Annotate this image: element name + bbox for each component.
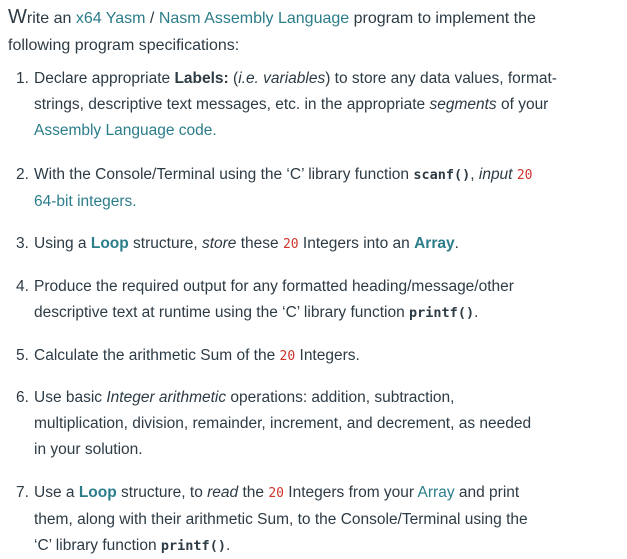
item-text: ( — [228, 70, 239, 87]
intro-slash: / — [145, 10, 159, 27]
spec-item-5 — [16, 343, 608, 370]
item-text: Integers. — [295, 347, 360, 364]
code-number: 20 — [516, 168, 533, 183]
item-text: multiplication, division, remainder, increment, and decrement, as needed — [34, 415, 532, 432]
item-italic: input — [478, 166, 513, 183]
item-text: structure, — [128, 235, 202, 252]
item-text: of your — [496, 96, 549, 113]
item-text: ‘C’ library function — [34, 537, 161, 554]
code-number: 20 — [279, 349, 296, 364]
intro-lang-yasm: x64 Yasm — [75, 10, 146, 27]
intro-text-line2: following program specifications: — [8, 37, 240, 54]
item-text: them, along with their arithmetic Sum, to the Console/Terminal using the — [34, 511, 528, 528]
item-bold: Loop — [90, 235, 129, 252]
item-text: , — [470, 166, 479, 183]
item-text: With the Console/Terminal using the ‘C’ library function — [34, 166, 414, 183]
item-text: Use basic — [34, 389, 107, 406]
item-text: the — [238, 484, 269, 501]
item-text: these — [236, 235, 283, 252]
spec-item-6 — [16, 385, 608, 463]
code-number: 20 — [268, 486, 284, 501]
item-text: Using a — [34, 235, 91, 252]
intro-initial: W — [8, 6, 27, 28]
item-italic: store — [201, 235, 237, 252]
item-number: 3. — [16, 235, 29, 252]
item-italic: segments — [429, 96, 497, 113]
item-text: descriptive text at runtime using the ‘C’ library function — [34, 304, 410, 321]
spec-item-4 — [16, 274, 608, 326]
code-printf: printf() — [160, 538, 226, 554]
code-number: 20 — [282, 237, 299, 252]
item-number: 6. — [16, 389, 29, 406]
item-text: Calculate the arithmetic Sum of the — [34, 347, 280, 364]
item-number: 2. — [16, 166, 29, 183]
item-number: 7. — [16, 484, 29, 501]
item-text: Integers from your — [284, 484, 418, 501]
item-text: Use a — [34, 484, 79, 501]
item-text: . — [474, 304, 479, 321]
item-number: 1. — [16, 70, 29, 87]
item-teal: Array — [417, 484, 455, 501]
item-text: Produce the required output for any formatted heading/message/other — [34, 278, 514, 295]
code-printf: printf() — [409, 305, 475, 321]
item-text: Declare appropriate — [34, 70, 175, 87]
spec-item-7 — [16, 480, 608, 559]
item-text: Integers into an — [298, 235, 415, 252]
item-text: . — [454, 235, 459, 252]
item-bold: Array — [414, 235, 455, 252]
item-bold: Labels: — [174, 70, 229, 87]
intro-paragraph — [8, 4, 608, 59]
item-text: structure, to — [116, 484, 208, 501]
intro-text-end: program to implement the — [349, 10, 536, 27]
item-italic: read — [207, 484, 239, 501]
item-text: strings, descriptive text messages, etc. in the appropriate — [34, 96, 430, 113]
spec-item-1 — [16, 66, 608, 144]
item-italic: Integer arithmetic — [106, 389, 227, 406]
item-italic: i.e. variables — [238, 70, 326, 87]
item-bold: Loop — [78, 484, 117, 501]
item-teal: -bit integers. — [51, 193, 137, 210]
spec-item-3 — [16, 231, 608, 258]
item-number: 4. — [16, 278, 29, 295]
item-text: and print — [454, 484, 520, 501]
item-text: operations: addition, subtraction, — [226, 389, 455, 406]
item-text: ) to store any data values, format- — [325, 70, 557, 87]
item-teal: 64 — [34, 193, 52, 210]
code-scanf: scanf() — [413, 167, 471, 183]
item-teal: Assembly Language code. — [34, 122, 217, 139]
intro-text: rite an — [26, 10, 76, 27]
item-text: . — [225, 537, 231, 554]
item-number: 5. — [16, 347, 29, 364]
spec-item-2 — [16, 162, 608, 215]
intro-lang-nasm: Nasm Assembly Language — [158, 10, 350, 27]
item-text: in your solution. — [34, 441, 143, 458]
